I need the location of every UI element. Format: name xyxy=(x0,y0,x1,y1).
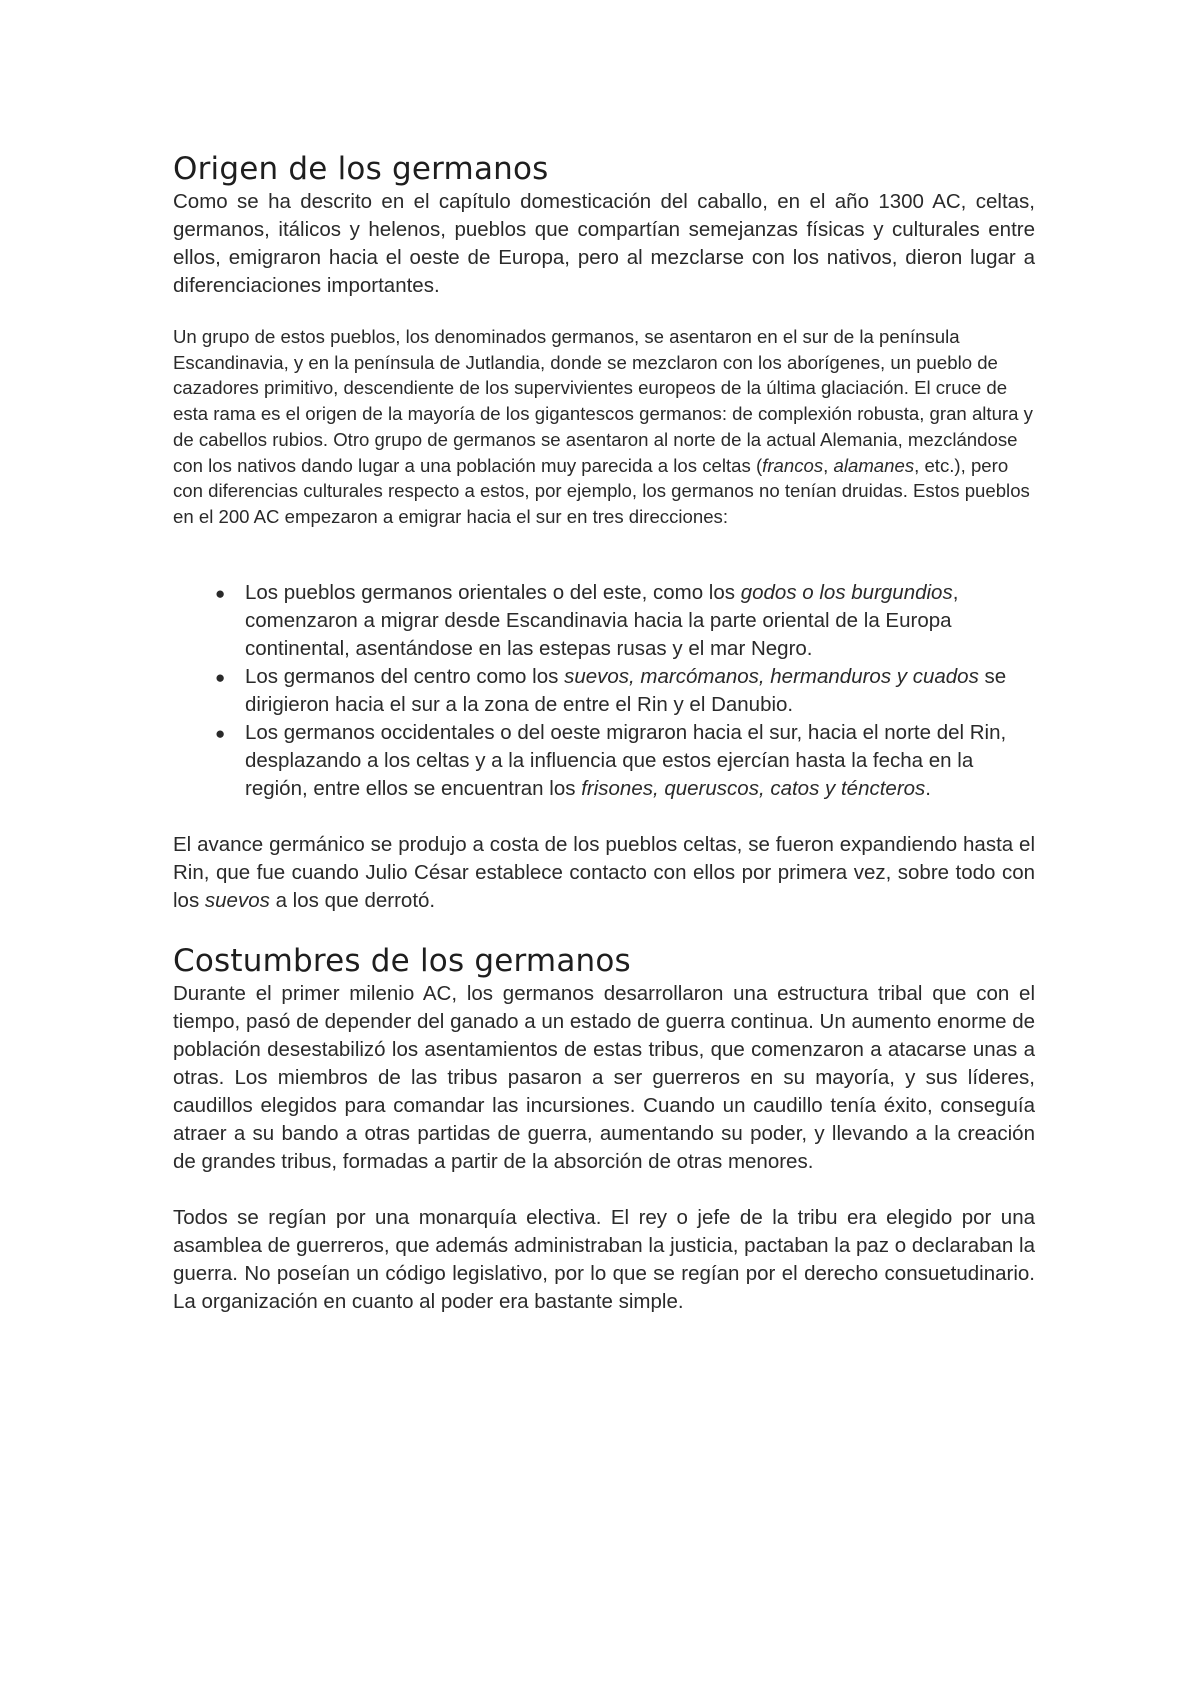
paragraph-grupo: Un grupo de estos pueblos, los denominados germanos, se asentaron en el sur de la península Escandinavia, y en la península de Jutlandia, donde se mezclaron con los aborígenes, un pueblo de cazadores primitivo, descendiente de los supervivientes europeos de la última glaciación. El cruce de esta rama es el origen de la mayoría de los gigantescos germanos: de complexión robusta, gran altura y de cabellos rubios. Otro grupo de germanos se asentaron al norte de la actual Alemania, mezclándose con los nativos dando lugar a una población muy parecida a los celtas (francos, alamanes, etc.), pero con diferencias culturales respecto a estos, por ejemplo, los germanos no tenían druidas. Estos pueblos en el 200 AC empezaron a emigrar hacia el sur en tres direcciones: xyxy=(173,326,1033,527)
paragraph-intro: Como se ha descrito en el capítulo domesticación del caballo, en el año 1300 AC, celtas, germanos, itálicos y helenos, pueblos que compartían semejanzas físicas y culturales entre ellos, emigraron hacia el oeste de Europa, pero al mezclarse con los nativos, dieron lugar a diferenciaciones importantes. xyxy=(173,190,1035,297)
paragraph-milenio: Durante el primer milenio AC, los germanos desarrollaron una estructura tribal que con el tiempo, pasó de depender del ganado a un estado de guerra continua. Un aumento enorme de población desestabilizó los asentamientos de estas tribus, que comenzaron a atacarse unas a otras. Los miembros de las tribus pasaron a ser guerreros en su mayoría, y sus líderes, caudillos elegidos para comandar las incursiones. Cuando un caudillo tenía éxito, conseguía atraer a su bando a otras partidas de guerra, aumentando su poder, y llevando a la creación de grandes tribus, formadas a partir de la absorción de otras menores. xyxy=(173,981,1035,1173)
list-item: ● Los germanos occidentales o del oeste migraron hacia el sur, hacia el norte del Rin, desplazando a los celtas y a la influencia que estos ejercían hasta la fecha en la región, entre ellos se encuentran los frisones, queruscos, catos y téncteros. xyxy=(215,720,1007,800)
list-item: ● Los germanos del centro como los suevos, marcómanos, hermanduros y cuados se dirigieron hacia el sur a la zona de entre el Rin y el Danubio. xyxy=(215,664,1007,716)
bullet-icon: ● xyxy=(215,723,226,743)
list-item: ● Los pueblos germanos orientales o del este, como los godos o los burgundios, comenzaron a migrar desde Escandinavia hacia la parte oriental de la Europa continental, asentándose en las estepas rusas y el mar Negro. xyxy=(215,580,959,660)
paragraph-avance: El avance germánico se produjo a costa de los pueblos celtas, se fueron expandiendo hasta el Rin, que fue cuando Julio César establece contacto con ellos por primera vez, sobre todo con los suevos a los que derrotó. xyxy=(173,832,1035,912)
migration-list xyxy=(173,579,1035,803)
section-heading-costumbres: Costumbres de los germanos xyxy=(173,942,631,979)
bullet-icon: ● xyxy=(215,667,226,687)
paragraph-monarquia: Todos se regían por una monarquía electiva. El rey o jefe de la tribu era elegido por una asamblea de guerreros, que además administraban la justicia, pactaban la paz o declaraban la guerra. No poseían un código legislativo, por lo que se regían por el derecho consuetudinario. La organización en cuanto al poder era bastante simple. xyxy=(173,1205,1035,1313)
section-heading-origen: Origen de los germanos xyxy=(173,151,549,187)
bullet-icon: ● xyxy=(215,583,226,603)
document-page xyxy=(173,150,1035,1316)
